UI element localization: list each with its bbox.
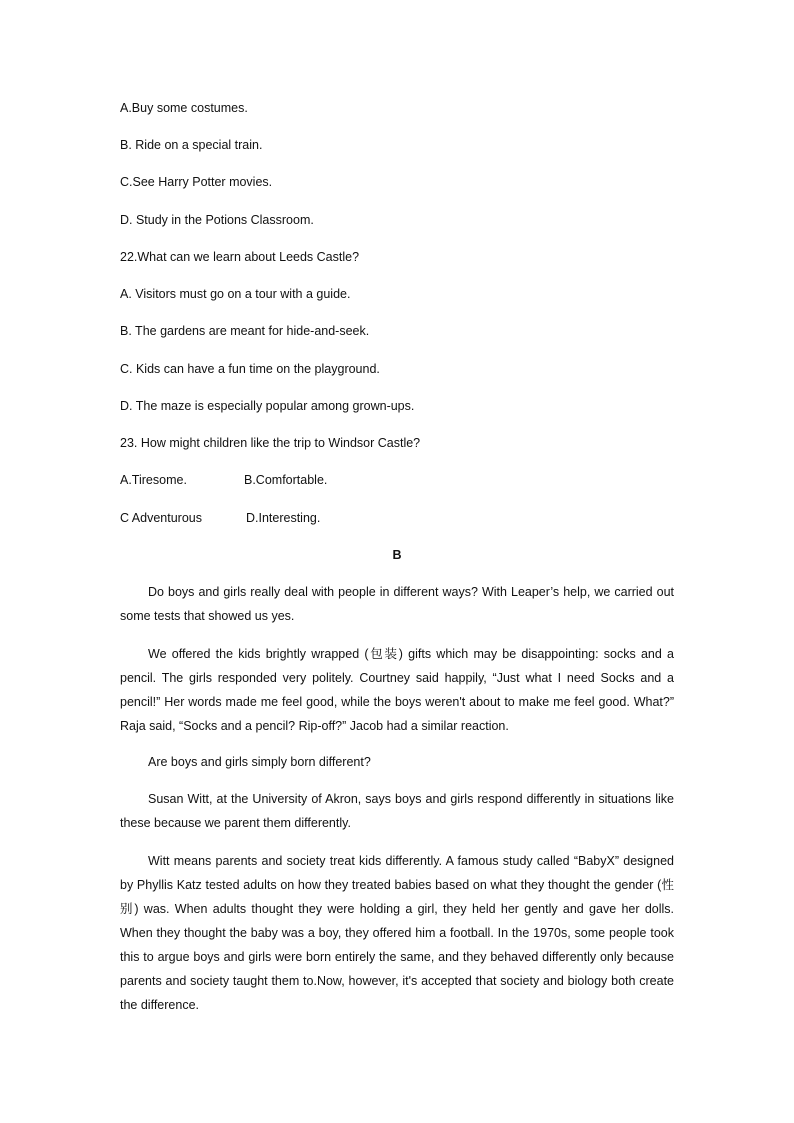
q23-option-d: D.Interesting. [246,511,321,525]
q21-option-b: B. Ride on a special train. [120,138,263,152]
q21-option-c: C.See Harry Potter movies. [120,175,273,189]
passage-b-heading: B [392,548,402,562]
passage-b-paragraph-5: Witt means parents and society treat kids differently. A famous study called “BabyX” designed by Phyllis Katz tested adults on how they treated babies based on what they thought the gender (性别) was. When adults thought they were holding a girl, they held her gently and gave her dolls. When they thought the baby was a boy, they offered him a football. In the 1970s, some people took this to argue boys and girls were born entirely the same, and they behaved differently only because parents and society taught them to.Now, however, it's accepted that society and biology both create the difference. [120,854,674,1012]
q21-option-a: A.Buy some costumes. [120,101,248,115]
passage-b-paragraph-3: Are boys and girls simply born different? [148,755,371,769]
q23-option-c: C Adventurous [120,511,202,525]
q23-option-b: B.Comfortable. [244,473,328,487]
q23-option-a: A.Tiresome. [120,473,187,487]
q22-option-c: C. Kids can have a fun time on the playground. [120,362,380,376]
q23-question: 23. How might children like the trip to Windsor Castle? [120,436,421,450]
passage-b-paragraph-1: Do boys and girls really deal with people in different ways? With Leaper’s help, we carried out some tests that showed us yes. [120,585,674,623]
q22-question: 22.What can we learn about Leeds Castle? [120,250,360,264]
q22-option-b: B. The gardens are meant for hide-and-seek. [120,324,370,338]
passage-b-paragraph-4: Susan Witt, at the University of Akron, says boys and girls respond differently in situations like these because we parent them differently. [120,792,674,830]
passage-b-paragraph-2: We offered the kids brightly wrapped (包装) gifts which may be disappointing: socks and a pencil. The girls responded very politely. Courtney said happily, “Just what I need Socks and a pencil!” Her words made me feel good, while the boys weren't about to make me feel good. What?” Raja said, “Socks and a pencil? Rip-off?” Jacob had a similar reaction. [120,647,674,733]
q22-option-a: A. Visitors must go on a tour with a guide. [120,287,351,301]
q21-option-d: D. Study in the Potions Classroom. [120,213,314,227]
q22-option-d: D. The maze is especially popular among grown-ups. [120,399,415,413]
